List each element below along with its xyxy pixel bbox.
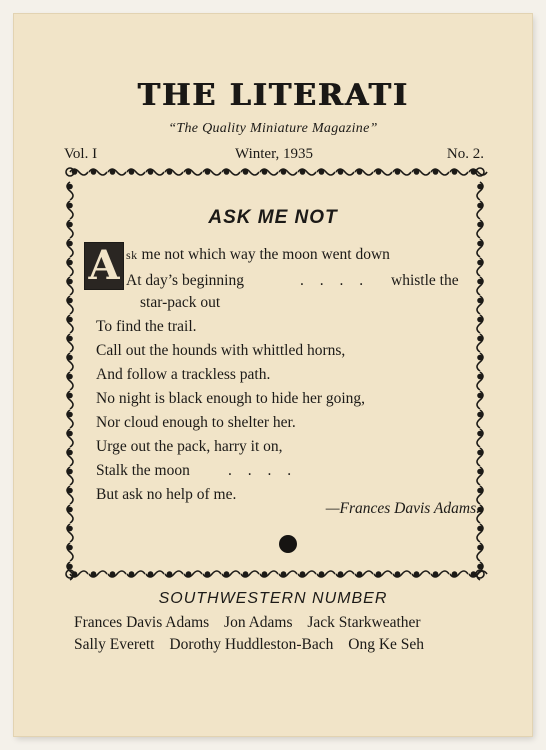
poem-line-10: Stalk the moon <box>96 462 190 479</box>
contributor-name: Jack Starkweather <box>307 614 421 631</box>
poem-line-1-text: me not which way the moon went down <box>141 246 390 263</box>
poem-line-5: Call out the hounds with whittled horns, <box>96 342 346 359</box>
small-caps-sk: sk <box>126 248 138 262</box>
poem-line-2-text: At day’s beginning <box>126 272 244 289</box>
volume-label: Vol. I <box>64 146 98 162</box>
section-title: SOUTHWESTERN NUMBER <box>158 590 388 607</box>
poem-line-11: But ask no help of me. <box>96 486 237 503</box>
poem-line-9: Urge out the pack, harry it on, <box>96 438 283 455</box>
bullet-ornament <box>279 535 297 553</box>
poem-line-2-end: whistle the <box>391 272 459 289</box>
poem-line-4: To find the trail. <box>96 318 197 335</box>
contributor-name: Ong Ke Seh <box>348 636 425 653</box>
tagline: “The Quality Miniature Magazine” <box>168 121 378 136</box>
poem-line-1 <box>126 246 390 264</box>
contributor-name: Jon Adams <box>224 614 293 631</box>
contributor-name: Dorothy Huddleston-Bach <box>169 636 334 653</box>
poem-line-8: Nor cloud enough to shelter her. <box>96 414 296 431</box>
issue-number: No. 2. <box>446 146 484 162</box>
poem-line-7: No night is black enough to hide her going, <box>96 390 366 407</box>
masthead-title: THE LITERATI <box>137 78 409 113</box>
poem-author: —Frances Davis Adams. <box>325 500 480 517</box>
poem-line-3: star-pack out <box>140 294 221 311</box>
poem-line-10-ellipsis: . . . . <box>228 462 298 479</box>
season-label: Winter, 1935 <box>235 146 313 162</box>
contributor-name: Frances Davis Adams <box>74 614 210 631</box>
drop-cap-letter: A <box>84 242 124 290</box>
poem-line-2 <box>126 272 244 290</box>
contributors-row-2 <box>74 636 504 654</box>
poem-title: ASK ME NOT <box>208 207 338 228</box>
contributors-row-1 <box>74 614 504 632</box>
poem-line-2-ellipsis: . . . . <box>300 272 370 289</box>
poem-line-6: And follow a trackless path. <box>96 366 271 383</box>
contributor-name: Sally Everett <box>74 636 155 653</box>
